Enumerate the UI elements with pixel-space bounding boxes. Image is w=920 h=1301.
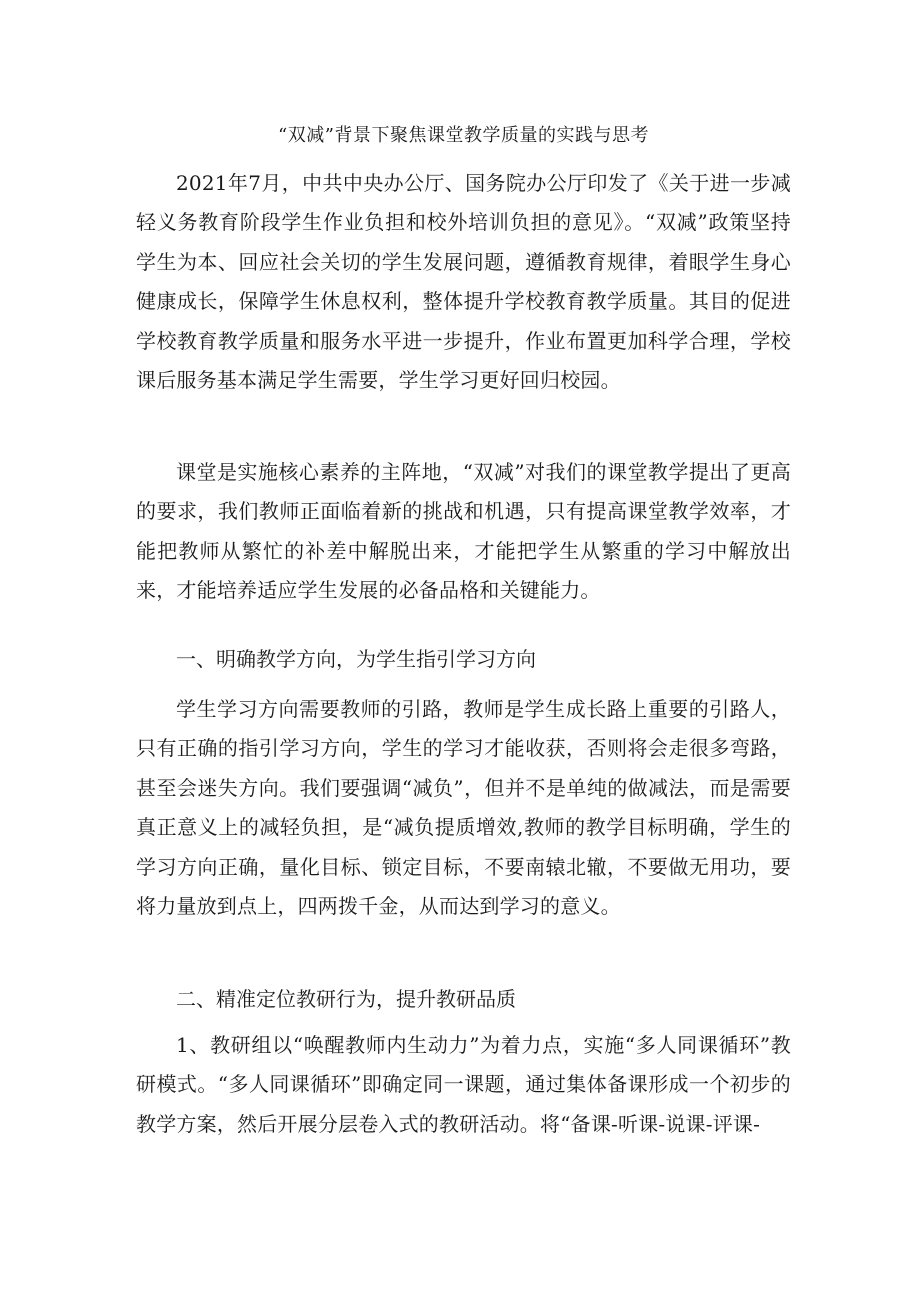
document-title: “双减”背景下聚焦课堂教学质量的实践与思考 (278, 125, 649, 146)
paragraph-teaching-research: 1、教研组以“唤醒教师内生动力”为着力点，实施“多人同课循环”教研模式。“多人同课循环”即确定同一课题，通过集体备课形成一个初步的教学方案，然后开展分层卷入式的教研活动。将“备课-听课-说课-评课- (136, 1033, 791, 1136)
section-heading-2: 二、精准定位教研行为，提升教研品质 (176, 987, 516, 1011)
paragraph-policy-intro: 2021年7月，中共中央办公厅、国务院办公厅印发了《关于进一步减轻义务教育阶段学生作业负担和校外培训负担的意见》。“双减”政策坚持学生为本、回应社会关切的学生发展问题，遵循教育规律，着眼学生身心健康成长，保障学生休息权利，整体提升学校教育教学质量。其目的促进学校教育教学质量和服务水平进一步提升，作业布置更加科学合理，学校课后服务基本满足学生需要，学生学习更好回归校园。 (136, 171, 791, 393)
paragraph-classroom: 课堂是实施核心素养的主阵地，“双减”对我们的课堂教学提出了更高的要求，我们教师正面临着新的挑战和机遇，只有提高课堂教学效率，才能把教师从繁忙的补差中解脱出来，才能把学生从繁重的学习中解放出来，才能培养适应学生发展的必备品格和关键能力。 (136, 460, 791, 603)
section-heading-1: 一、明确教学方向，为学生指引学习方向 (176, 647, 536, 671)
paragraph-learning-direction: 学生学习方向需要教师的引路，教师是学生成长路上重要的引路人，只有正确的指引学习方向，学生的学习才能收获，否则将会走很多弯路，甚至会迷失方向。我们要强调“减负”，但并不是单纯的做减法，而是需要真正意义上的减轻负担，是“减负提质增效,教师的教学目标明确，学生的学习方向正确，量化目标、锁定目标，不要南辕北辙，不要做无用功，要将力量放到点上，四两拨千金，从而达到学习的意义。 (136, 697, 791, 919)
